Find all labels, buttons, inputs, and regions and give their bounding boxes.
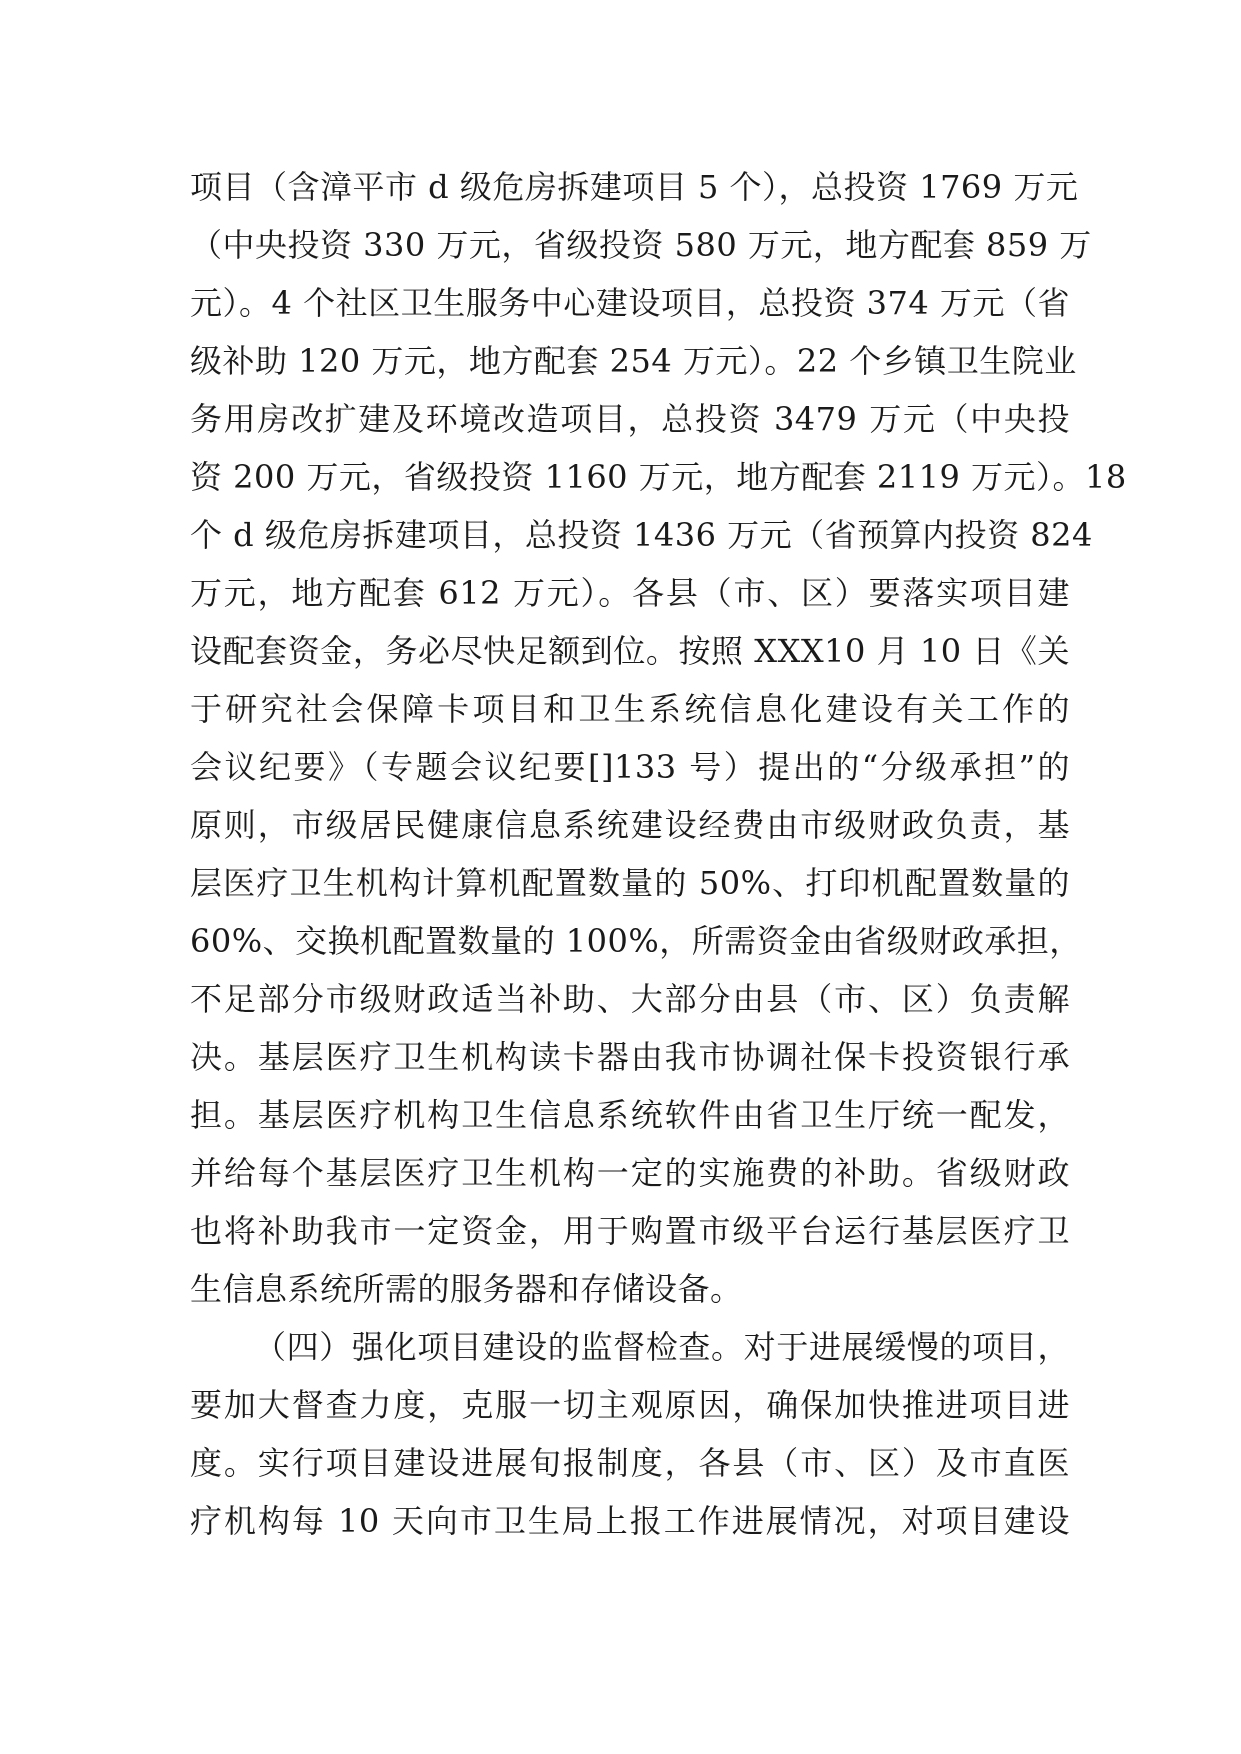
- text-line: 设配套资金，务必尽快足额到位。按照 XXX10 月 10 日《关: [190, 632, 1070, 670]
- text-line: 层医疗卫生机构计算机配置数量的 50%、打印机配置数量的: [190, 864, 1070, 902]
- text-line: 不足部分市级财政适当补助、大部分由县（市、区）负责解: [190, 980, 1070, 1018]
- text-line: 万元，地方配套 612 万元）。各县（市、区）要落实项目建: [190, 574, 1070, 612]
- text-line: 度。实行项目建设进展旬报制度，各县（市、区）及市直医: [190, 1444, 1070, 1482]
- text-line: 会议纪要》（专题会议纪要[]133 号）提出的“分级承担”的: [190, 748, 1070, 786]
- section-heading-line: （四）强化项目建设的监督检查。对于进展缓慢的项目，: [254, 1328, 1070, 1366]
- text-line: 疗机构每 10 天向市卫生局上报工作进展情况，对项目建设: [190, 1502, 1070, 1540]
- text-line: 个 d 级危房拆建项目，总投资 1436 万元（省预算内投资 824: [190, 516, 1093, 554]
- text-line: 资 200 万元，省级投资 1160 万元，地方配套 2119 万元）。18: [190, 458, 1127, 496]
- text-line: 级补助 120 万元，地方配套 254 万元）。22 个乡镇卫生院业: [190, 342, 1077, 380]
- text-line: 担。基层医疗机构卫生信息系统软件由省卫生厅统一配发，: [190, 1096, 1070, 1134]
- text-line: 于研究社会保障卡项目和卫生系统信息化建设有关工作的: [190, 690, 1070, 728]
- body-text: [190, 158, 1127, 1550]
- text-line: 要加大督查力度，克服一切主观原因，确保加快推进项目进: [190, 1386, 1070, 1424]
- text-line: 60%、交换机配置数量的 100%，所需资金由省级财政承担，: [190, 922, 1082, 960]
- text-line: 元）。4 个社区卫生服务中心建设项目，总投资 374 万元（省: [190, 284, 1070, 322]
- text-line: 项目（含漳平市 d 级危房拆建项目 5 个），总投资 1769 万元: [190, 168, 1079, 206]
- text-line: 也将补助我市一定资金，用于购置市级平台运行基层医疗卫: [190, 1212, 1070, 1250]
- text-line: 决。基层医疗卫生机构读卡器由我市协调社保卡投资银行承: [190, 1038, 1070, 1076]
- text-line: 原则，市级居民健康信息系统建设经费由市级财政负责，基: [190, 806, 1070, 844]
- text-line: 并给每个基层医疗卫生机构一定的实施费的补助。省级财政: [190, 1154, 1070, 1192]
- text-line: 务用房改扩建及环境改造项目，总投资 3479 万元（中央投: [190, 400, 1070, 438]
- paragraph-end-line: 生信息系统所需的服务器和存储设备。: [190, 1270, 743, 1308]
- text-line: （中央投资 330 万元，省级投资 580 万元，地方配套 859 万: [190, 226, 1092, 264]
